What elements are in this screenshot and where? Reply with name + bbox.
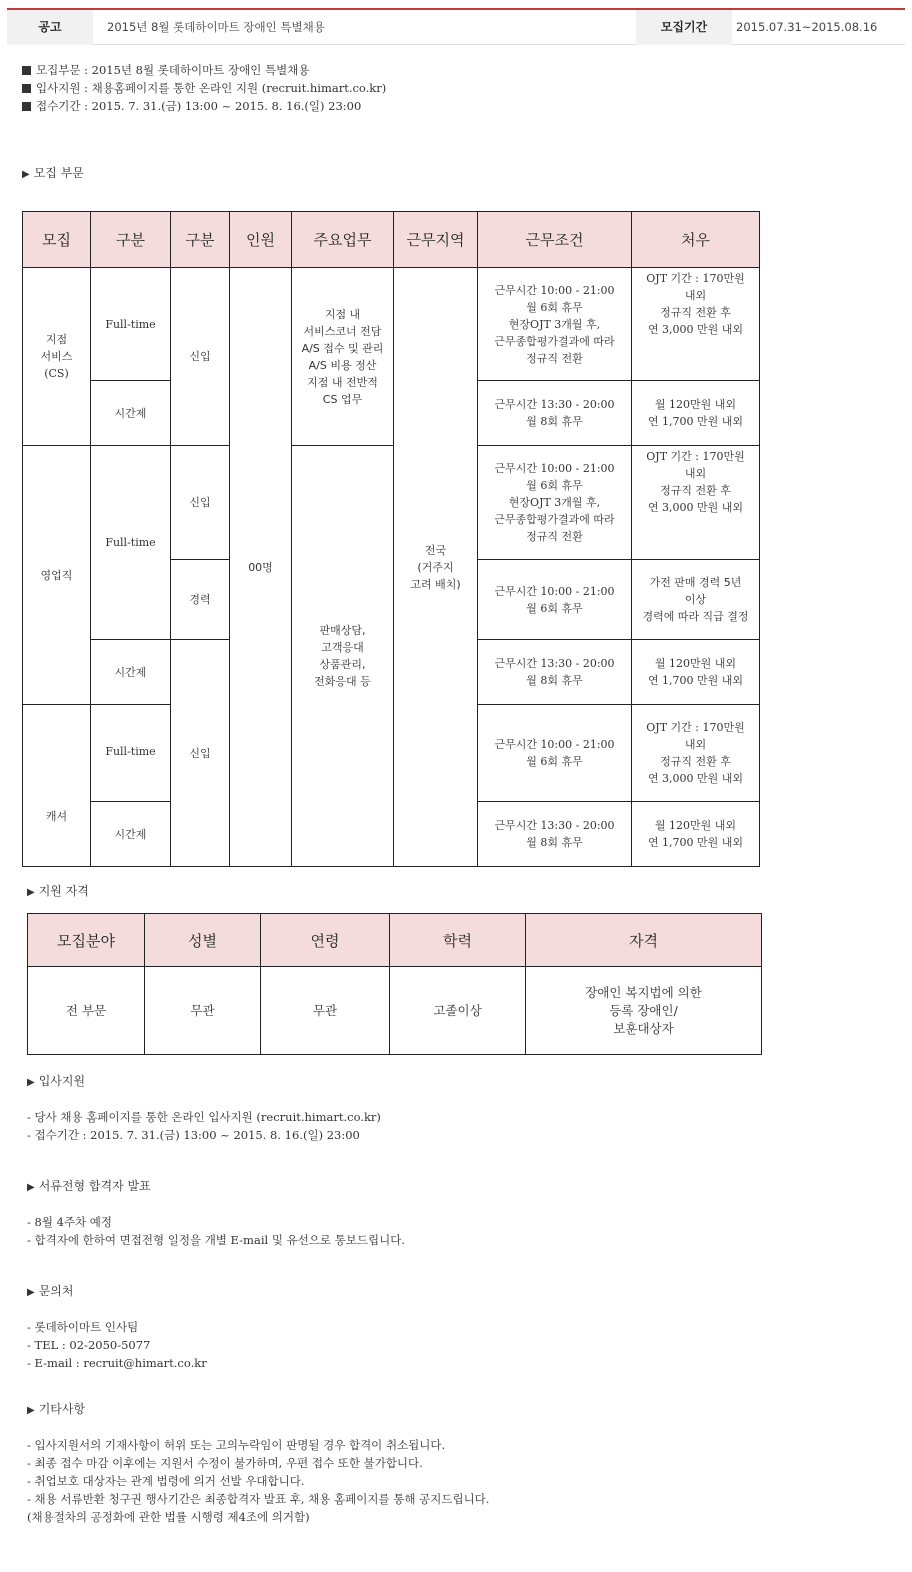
col-header: 학력 [390, 914, 526, 967]
type-cell: Full-time [91, 446, 171, 640]
contact-line: - E-mail : recruit@himart.co.kr [27, 1356, 207, 1370]
triangle-bullet-icon: ▶ [27, 1287, 35, 1298]
table-header-row [23, 212, 760, 268]
recruit-table [22, 211, 760, 867]
requirement-cell: 장애인 복지법에 의한 등록 장애인/ 보훈대상자 [526, 967, 762, 1055]
result-line: - 8월 4주차 예정 [27, 1215, 113, 1229]
education-cell: 고졸이상 [390, 967, 526, 1055]
duty-cell: 판매상담, 고객응대 상품관리, 전화응대 등 [292, 446, 394, 867]
col-header: 성별 [145, 914, 261, 967]
type-cell: Full-time [91, 705, 171, 802]
notice-label: 공고 [7, 10, 93, 45]
section-result-heading: ▶ 서류전형 합격자 발표 [27, 1179, 151, 1193]
career-cell: 신입 [171, 640, 230, 867]
condition-cell: 근무시간 10:00 - 21:00 월 6회 휴무 [478, 560, 632, 640]
table-row [23, 268, 760, 381]
square-bullet-icon [22, 102, 31, 111]
etc-line: (채용절차의 공정화에 관한 법률 시행령 제4조에 의거함) [27, 1510, 310, 1524]
triangle-bullet-icon: ▶ [27, 1077, 35, 1088]
result-line: - 합격자에 한하여 면접전형 일정을 개별 E-mail 및 유선으로 통보드립니다. [27, 1233, 405, 1247]
division-cell: 영업직 [23, 446, 91, 705]
triangle-bullet-icon: ▶ [22, 169, 30, 180]
col-header: 자격 [526, 914, 762, 967]
age-cell: 무관 [261, 967, 390, 1055]
apply-line: - 당사 채용 홈페이지를 통한 온라인 입사지원 (recruit.himart.co.kr) [27, 1110, 381, 1124]
type-cell: 시간제 [91, 381, 171, 446]
col-header: 처우 [632, 212, 760, 268]
condition-cell: 근무시간 10:00 - 21:00 월 6회 휴무 [478, 705, 632, 802]
pay-cell: 월 120만원 내외 연 1,700 만원 내외 [632, 381, 760, 446]
career-cell: 경력 [171, 560, 230, 640]
gender-cell: 무관 [145, 967, 261, 1055]
notice-title: 2015년 8월 롯데하이마트 장애인 특별채용 [107, 20, 325, 34]
period-label: 모집기간 [636, 10, 732, 45]
section-qualification-heading: ▶ 지원 자격 [27, 884, 89, 898]
type-cell: 시간제 [91, 640, 171, 705]
field-cell: 전 부문 [28, 967, 145, 1055]
pay-cell: 월 120만원 내외 연 1,700 만원 내외 [632, 640, 760, 705]
col-header: 주요업무 [292, 212, 394, 268]
etc-line: - 입사지원서의 기재사항이 허위 또는 고의누락임이 판명될 경우 합격이 취소됩니다. [27, 1438, 446, 1452]
etc-details [27, 1436, 489, 1526]
col-header: 모집 [23, 212, 91, 268]
col-header: 모집분야 [28, 914, 145, 967]
qualification-table [27, 913, 762, 1055]
table-row [28, 967, 762, 1055]
section-etc-heading: ▶ 기타사항 [27, 1402, 86, 1416]
col-header: 근무지역 [394, 212, 478, 268]
square-bullet-icon [22, 84, 31, 93]
pay-cell: OJT 기간 : 170만원 내외 정규직 전환 후 연 3,000 만원 내외 [632, 705, 760, 802]
etc-line: - 채용 서류반환 청구권 행사기간은 최종합격자 발표 후, 채용 홈페이지를 통해 공지드립니다. [27, 1492, 490, 1506]
location-cell: 전국 (거주지 고려 배치) [394, 268, 478, 867]
contact-line: - TEL : 02-2050-5077 [27, 1338, 151, 1352]
pay-cell: 가전 판매 경력 5년 이상 경력에 따라 직급 결정 [632, 560, 760, 640]
triangle-bullet-icon: ▶ [27, 1182, 35, 1193]
contact-line: - 롯데하이마트 인사팀 [27, 1320, 139, 1334]
type-cell: Full-time [91, 268, 171, 381]
etc-line: - 취업보호 대상자는 관계 법령에 의거 선발 우대합니다. [27, 1474, 305, 1488]
division-cell: 지점 서비스 (CS) [23, 268, 91, 446]
summary-item: 모집부문 : 2015년 8월 롯데하이마트 장애인 특별채용 [22, 62, 309, 78]
pay-cell: OJT 기간 : 170만원 내외 정규직 전환 후 연 3,000 만원 내외 [632, 446, 760, 560]
type-cell: 시간제 [91, 802, 171, 867]
condition-cell: 근무시간 10:00 - 21:00 월 6회 휴무 현장OJT 3개월 후, 근무종합평가결과에 따라 정규직 전환 [478, 268, 632, 381]
career-cell: 신입 [171, 446, 230, 560]
apply-details [27, 1108, 381, 1144]
division-cell: 캐셔 [23, 705, 91, 867]
pay-cell: OJT 기간 : 170만원 내외 정규직 전환 후 연 3,000 만원 내외 [632, 268, 760, 381]
condition-cell: 근무시간 13:30 - 20:00 월 8회 휴무 [478, 802, 632, 867]
table-header-row [28, 914, 762, 967]
table-row [23, 446, 760, 560]
pay-cell: 월 120만원 내외 연 1,700 만원 내외 [632, 802, 760, 867]
col-header: 인원 [230, 212, 292, 268]
section-apply-heading: ▶ 입사지원 [27, 1074, 86, 1088]
triangle-bullet-icon: ▶ [27, 887, 35, 898]
apply-line: - 접수기간 : 2015. 7. 31.(금) 13:00 ~ 2015. 8. 16.(일) 23:00 [27, 1128, 360, 1142]
col-header: 구분 [171, 212, 230, 268]
summary-item: 입사지원 : 채용홈페이지를 통한 온라인 지원 (recruit.himart.co.kr) [22, 80, 386, 96]
condition-cell: 근무시간 13:30 - 20:00 월 8회 휴무 [478, 381, 632, 446]
result-details [27, 1213, 405, 1249]
contact-details [27, 1318, 207, 1372]
summary-item: 접수기간 : 2015. 7. 31.(금) 13:00 ~ 2015. 8. 16.(일) 23:00 [22, 98, 361, 114]
col-header: 구분 [91, 212, 171, 268]
col-header: 근무조건 [478, 212, 632, 268]
period-value: 2015.07.31~2015.08.16 [736, 20, 878, 34]
col-header: 연령 [261, 914, 390, 967]
section-recruit-heading: ▶ 모집 부문 [22, 166, 84, 180]
triangle-bullet-icon: ▶ [27, 1405, 35, 1416]
square-bullet-icon [22, 66, 31, 75]
notice-header [7, 8, 905, 45]
section-contact-heading: ▶ 문의처 [27, 1284, 74, 1298]
condition-cell: 근무시간 13:30 - 20:00 월 8회 휴무 [478, 640, 632, 705]
etc-line: - 최종 접수 마감 이후에는 지원서 수정이 불가하며, 우편 접수 또한 불가합니다. [27, 1456, 423, 1470]
headcount-cell: 00명 [230, 268, 292, 867]
career-cell: 신입 [171, 268, 230, 446]
duty-cell: 지점 내 서비스코너 전담 A/S 접수 및 관리 A/S 비용 정산 지점 내 전반적 CS 업무 [292, 268, 394, 446]
condition-cell: 근무시간 10:00 - 21:00 월 6회 휴무 현장OJT 3개월 후, 근무종합평가결과에 따라 정규직 전환 [478, 446, 632, 560]
